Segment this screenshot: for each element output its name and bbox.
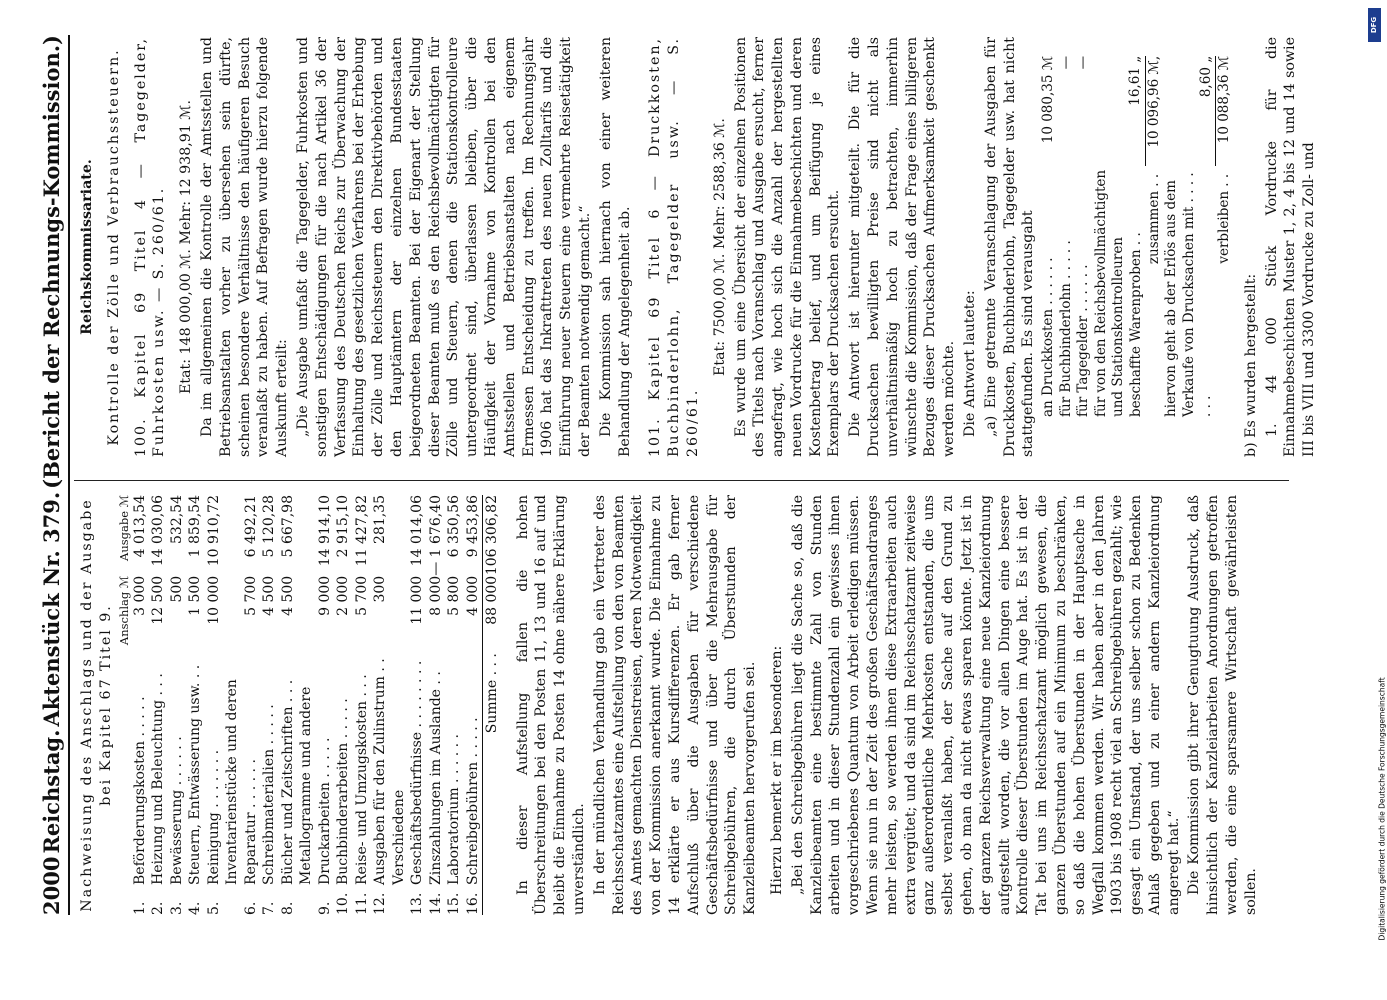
calc-label: für von den Reichsbevollmächtigten und Stationskontrolleuren beschaffte Warenproben . .	[1092, 169, 1144, 417]
row-label: Laboratorium . . . . . .	[446, 734, 463, 885]
row-ausgabe: 1 859,54	[187, 495, 204, 558]
calc-label: für Buchbinderlohn . . . . .	[1057, 240, 1074, 417]
item-101: 101. Kapitel 69 Titel 6 — Druckkosten, Buchbinderlohn, Tagegelder usw. — S. 260/61.	[647, 37, 701, 457]
row-anschlag: 4 500	[279, 575, 296, 616]
row-number: 11.	[353, 892, 370, 915]
row-ausgabe: — 1 676,40	[427, 495, 444, 576]
table-body	[131, 495, 483, 915]
table-row	[445, 495, 464, 915]
right-paragraph-5: Die Antwort ist hierunter mitgeteilt. Die für die Drucksachen bewilligten Preise sind nicht als unverhältnismäßig hoch zu betrachten, immerhin wünschte die Kommission, daß der Frage eines billigeren Bezuges dieser Drucksachen Aufmerksamkeit geschenkt werden möchte.	[847, 37, 958, 457]
table-row	[131, 495, 150, 915]
table-header-row	[118, 495, 131, 915]
row-label: Steuern, Entwässerung usw. . .	[187, 664, 204, 885]
row-ausgabe: 14 030,06	[150, 495, 167, 567]
table-row	[390, 495, 427, 915]
calc-less-value: 8,60 „	[1197, 55, 1214, 98]
row-label: Bewässerung . . . . . .	[168, 736, 185, 885]
calc-value: 16,61 „	[1127, 55, 1144, 106]
row-anschlag: 9 000	[316, 575, 333, 616]
row-ausgabe: 6 350,56	[446, 495, 463, 558]
left-paragraph-4: „Bei den Schreibgebühren liegt die Sache so, daß die Kanzleibeamten eine bestimmte Zahl von Stunden arbeiten und in dieser Stundenzahl ein gewisses ihnen vorgeschriebenes Quantum von Arbeit erledigen müssen. Wenn sie nun in der Zeit des großen Geschäftsandranges mehr leisten, so werden ihnen diese Extraarbeiten auch extra vergütet; und da sind im Reichsschatzamt zeitweise ganz außerordentliche Mehrkosten entstanden, die uns selbst veranlaßt haben, der Sache auf den Grund zu gehen, ob man da nicht etwas sparen könnte. Jetzt ist in der ganzen Reichsverwaltung eine neue Kanzleiordnung aufgestellt worden, die vor allen Dingen eine bessere Kontrolle dieser Überstunden im Auge hat. Es ist in der Tat bei uns im Reichsschatzamt möglich gewesen, die ganzen Überstunden auf ein Minimum zu beschränken, so daß die hohen Überstunden in der Hauptsache in Wegfall kommen werden. Wir haben aber in den Jahren 1903 bis 1908 recht viel an Schreibgebühren gezahlt; wie gesagt ein Umstand, der uns selber schon zu Bedenken Anlaß gegeben und zu einer andern Kanzleiordnung angeregt hat.“	[789, 495, 1182, 915]
row-anschlag: 5 700	[353, 575, 370, 616]
section-heading: Reichskommissariate.	[79, 159, 95, 335]
row-number: 13.	[409, 892, 426, 915]
row-number: 15.	[446, 892, 463, 915]
row-number: 1.	[131, 901, 148, 915]
row-label: Verschiedene Geschäftsbedürfnisse . . . . . . . .	[390, 660, 426, 885]
table-row	[371, 495, 390, 915]
row-label: Zinszahlungen im Auslande . .	[427, 671, 444, 885]
right-paragraph-1: Da im allgemeinen die Kontrolle der Amtsstellen und Betriebsanstalten vorher zu übersehen sein dürfte, scheinen besondere Verhältnisse den häufigeren Besuch veranlaßt zu haben. Auf Befragen wurde hierzu folgende Auskunft erteilt:	[198, 37, 291, 457]
row-label: Schreibmaterialien . . . . .	[261, 704, 278, 885]
row-anschlag: 8 000	[427, 575, 444, 616]
row-label: Reise- und Umzugskosten . . .	[353, 674, 370, 885]
right-paragraph-6: Die Antwort lautete:	[962, 290, 979, 437]
table-row	[353, 495, 372, 915]
digitization-credit-text: Digitalisierung gefördert durch die Deutsche Forschungsgemeinschaft	[1377, 677, 1387, 941]
calc-rest-row	[1216, 56, 1234, 417]
table-row	[464, 495, 483, 915]
dfg-logo	[1368, 8, 1381, 42]
right-paragraph-8: b) Es wurden hergestellt:	[1242, 273, 1259, 457]
sum-ausgabe: 106 306,82	[484, 495, 501, 576]
row-ausgabe: 5 120,28	[261, 495, 278, 558]
table-row	[168, 495, 187, 915]
calc-less-row	[1163, 56, 1216, 417]
row-ausgabe: 6 492,21	[242, 495, 259, 558]
header-left: Reichstag.	[39, 729, 64, 854]
sum-anschlag: 88 000	[483, 576, 502, 645]
row-label: Beförderungskosten . . . . .	[131, 696, 148, 885]
calc-value: —	[1057, 55, 1074, 70]
etat-100: Etat: 148 000,00 ℳ. Mehr: 12 938,91 ℳ.	[178, 100, 195, 394]
table-row	[186, 495, 205, 915]
row-label: Reinigung . . . . . . .	[205, 749, 222, 885]
row-ausgabe: 281,35	[372, 495, 389, 544]
row-number: 12.	[372, 892, 389, 915]
dfg-logo-text: DFG	[1370, 16, 1379, 34]
row-anschlag: 1 500	[187, 575, 204, 616]
calc-row	[1093, 56, 1146, 417]
row-label: Schreibgebühren . . . . .	[464, 717, 481, 885]
row-anschlag: 10 000	[205, 575, 222, 625]
row-anschlag: 500	[168, 575, 185, 603]
row-anschlag: 12 500	[150, 575, 167, 625]
col-ausgabe: Ausgabe ℳ	[116, 495, 131, 561]
right-paragraph-3: Die Kommission sah hiernach von einer weiteren Behandlung der Angelegenheit ab.	[597, 37, 633, 457]
calc-value: —	[1075, 55, 1092, 70]
digitization-credit	[1372, 46, 1387, 946]
table-row	[297, 495, 334, 915]
row-number: 9.	[316, 901, 333, 915]
table-heading: Nachweisung des Anschlags und der Ausgabe bei Kapitel 67 Titel 9.	[79, 498, 114, 912]
right-paragraph-2: „Die Ausgabe umfaßt die Tagegelder, Fuhrkosten und sonstigen Entschädigungen für die nach Artikel 36 der Verfassung des Deutschen Reichs zur Überwachung der Einhaltung des gesetzlichen Verfahrens bei der Erhebung der Zölle und Reichssteuern den Direktivbehörden und den Hauptämtern der einzelnen Bundesstaaten beigeordneten Beamten. Bei der Eigenart der Stellung dieser Beamten muß es den Reichsbevollmächtigten für Zölle und Steuern, denen die Stationskontrolleure untergeordnet sind, überlassen bleiben, über die Häufigkeit der Vornahme von Kontrollen bei den Amtsstellen und Betriebsanstalten nach eigenem Ermessen Entscheidung zu treffen. Im Rechnungsjahr 1906 hat das Inkrafttreten des neuen Zolltarifs und die Einführung neuer Steuern eine vermehrte Reisetätigkeit der Beamten notwendig gemacht.“	[294, 37, 593, 457]
calc-label: an Druckkosten . . . . . .	[1040, 257, 1057, 417]
column-divider	[74, 480, 1289, 481]
row-anschlag: 4 500	[261, 575, 278, 616]
etat-101: Etat: 7500,00 ℳ. Mehr: 2588,36 ℳ.	[711, 118, 728, 376]
calc-row	[1075, 56, 1093, 417]
cost-calculation	[1040, 56, 1234, 417]
row-anschlag: 5 800	[446, 575, 463, 616]
row-number: 10.	[335, 892, 352, 915]
row-anschlag: 3 000	[131, 575, 148, 616]
row-label: Inventarienstücke und deren Reparatur . . . . . .	[224, 679, 259, 885]
table-row	[260, 495, 279, 915]
calc-sum-row	[1145, 56, 1163, 417]
left-paragraph-3: Hierzu bemerkt er im besonderen:	[768, 645, 785, 895]
row-ausgabe: 5 667,98	[279, 495, 296, 558]
row-anschlag: 4 000	[464, 575, 481, 616]
page-number: 2000	[39, 856, 64, 915]
row-label: Heizung und Beleuchtung . . .	[150, 673, 167, 885]
header-right: (Bericht der Rechnungs-Kommission.)	[39, 35, 64, 489]
table-row	[149, 495, 168, 915]
row-number: 8.	[279, 901, 296, 915]
row-number: 6.	[242, 901, 259, 915]
row-ausgabe: 14 914,10	[316, 495, 333, 567]
row-anschlag: 2 000	[335, 575, 352, 616]
page-header	[20, 35, 70, 915]
row-label: Ausgaben für den Zulinstrum . .	[372, 658, 389, 885]
row-ausgabe: 2 915,10	[335, 495, 352, 558]
table-row	[279, 495, 298, 915]
left-paragraph-5: Die Kommission gibt ihrer Genugtuung Ausdruck, daß hinsichtlich der Kanzleiarbeiten Anordnungen getroffen werden, die eine sparsamere Wirtschaft gewährleisten sollen.	[1186, 495, 1259, 915]
rotated-page-content	[0, 5, 1330, 945]
table-row	[223, 495, 260, 915]
left-paragraph-1: In dieser Aufstellung fallen die hohen Überschreitungen bei den Posten 11, 13 und 16 auf und bleibt die Einnahme zu Posten 14 ohne nähere Erklärung unverständlich.	[514, 495, 587, 915]
left-paragraph-2: In der mündlichen Verhandlung gab ein Vertreter des Reichsschatzamtes eine Aufstellung von den von Beamten des Amtes gemachten Dienstreisen, deren Notwendigkeit von der Kommission anerkannt wurde. Die Einnahme zu 14 erklärte er aus Kursdifferenzen. Er gab ferner Aufschluß über die Ausgaben für verschiedene Geschäftsbedürfnisse und über die Mehrausgabe für Schreibgebühren, die durch Überstunden der Kanzleibeamten hervorgerufen sei.	[591, 495, 759, 915]
row-number: 2.	[150, 901, 167, 915]
calc-rest-label: verbleiben . .	[1216, 173, 1233, 264]
calc-row	[1058, 56, 1076, 417]
table-row	[427, 495, 446, 915]
row-ausgabe: 14 014,06	[409, 495, 426, 567]
row-number: 7.	[261, 901, 278, 915]
row-number: 5.	[205, 901, 222, 915]
row-label: Buchbinderarbeiten . . . . .	[335, 698, 352, 885]
calc-sum-label: zusammen . .	[1145, 173, 1162, 265]
row-ausgabe: 4 013,54	[131, 495, 148, 558]
row-label: Metallogramme und andere Druckarbeiten . . . . .	[298, 686, 333, 885]
row-ausgabe: 10 910,72	[205, 495, 222, 567]
row-anschlag: 11 000	[409, 575, 426, 625]
row-number: 4.	[187, 901, 204, 915]
right-column	[78, 37, 1321, 457]
table-sum-row	[483, 495, 502, 915]
table-row	[205, 495, 224, 915]
calc-less-label: hiervon geht ab der Erlös aus dem Verkaufe von Drucksachen mit . . . . . . .	[1163, 172, 1215, 417]
left-column	[78, 495, 1263, 915]
row-ausgabe: 11 427,82	[353, 495, 370, 567]
calc-label: für Tagegelder . . . . . .	[1075, 264, 1092, 417]
right-paragraph-9: 1. 44 000 Stück Vordrucke für die Einnahmebeschichten Muster 1, 2, 4 bis 12 und 14 sowie III bis VIII und 3300 Vordrucke zu Zoll- und	[1263, 37, 1318, 457]
section-subheading: Kontrolle der Zölle und Verbrauchssteuern.	[105, 48, 122, 446]
calc-rest-value: 10 088,36 ℳ	[1216, 56, 1234, 166]
expense-table	[118, 495, 502, 915]
row-ausgabe: 532,54	[168, 495, 185, 544]
row-anschlag: 5 700	[242, 575, 259, 616]
calc-row	[1040, 56, 1058, 417]
row-number: 3.	[168, 901, 185, 915]
table-row	[334, 495, 353, 915]
calc-sum-value: 10 096,96 ℳ,	[1145, 56, 1163, 166]
header-center: Aktenstück Nr. 379.	[39, 491, 64, 727]
row-label: Bücher und Zeitschriften . . .	[279, 679, 296, 885]
item-100: 100. Kapitel 69 Titel 4 — Tagegelder, Fuhrkosten usw. — S. 260/61.	[132, 37, 168, 457]
calc-body	[1040, 56, 1145, 417]
col-anschlag: Anschlag ℳ	[116, 575, 131, 646]
right-paragraph-4: Es wurde um eine Übersicht der einzelnen Positionen des Titels nach Voranschlag und Ausgabe ersucht, ferner angefragt, wie hoch sich die Anzahl der hergestellten neuen Vordrucke für die Einnahmebeschichten und deren Kostenbetrag belief, und um Beifügung je eines Exemplars der Drucksachen ersucht.	[732, 37, 843, 457]
row-number: 16.	[464, 892, 481, 915]
row-ausgabe: 9 453,86	[464, 495, 481, 558]
calc-value: 10 080,35 ℳ	[1040, 55, 1057, 144]
sum-label: Summe . . .	[483, 645, 502, 885]
row-number: 14.	[427, 892, 444, 915]
right-paragraph-7: „a) Eine getrennte Veranschlagung der Ausgaben für Druckkosten, Buchbinderlohn, Tagegelder usw. hat nicht stattgefunden. Es sind verausgabt	[982, 37, 1037, 457]
row-anschlag: 300	[372, 575, 389, 603]
